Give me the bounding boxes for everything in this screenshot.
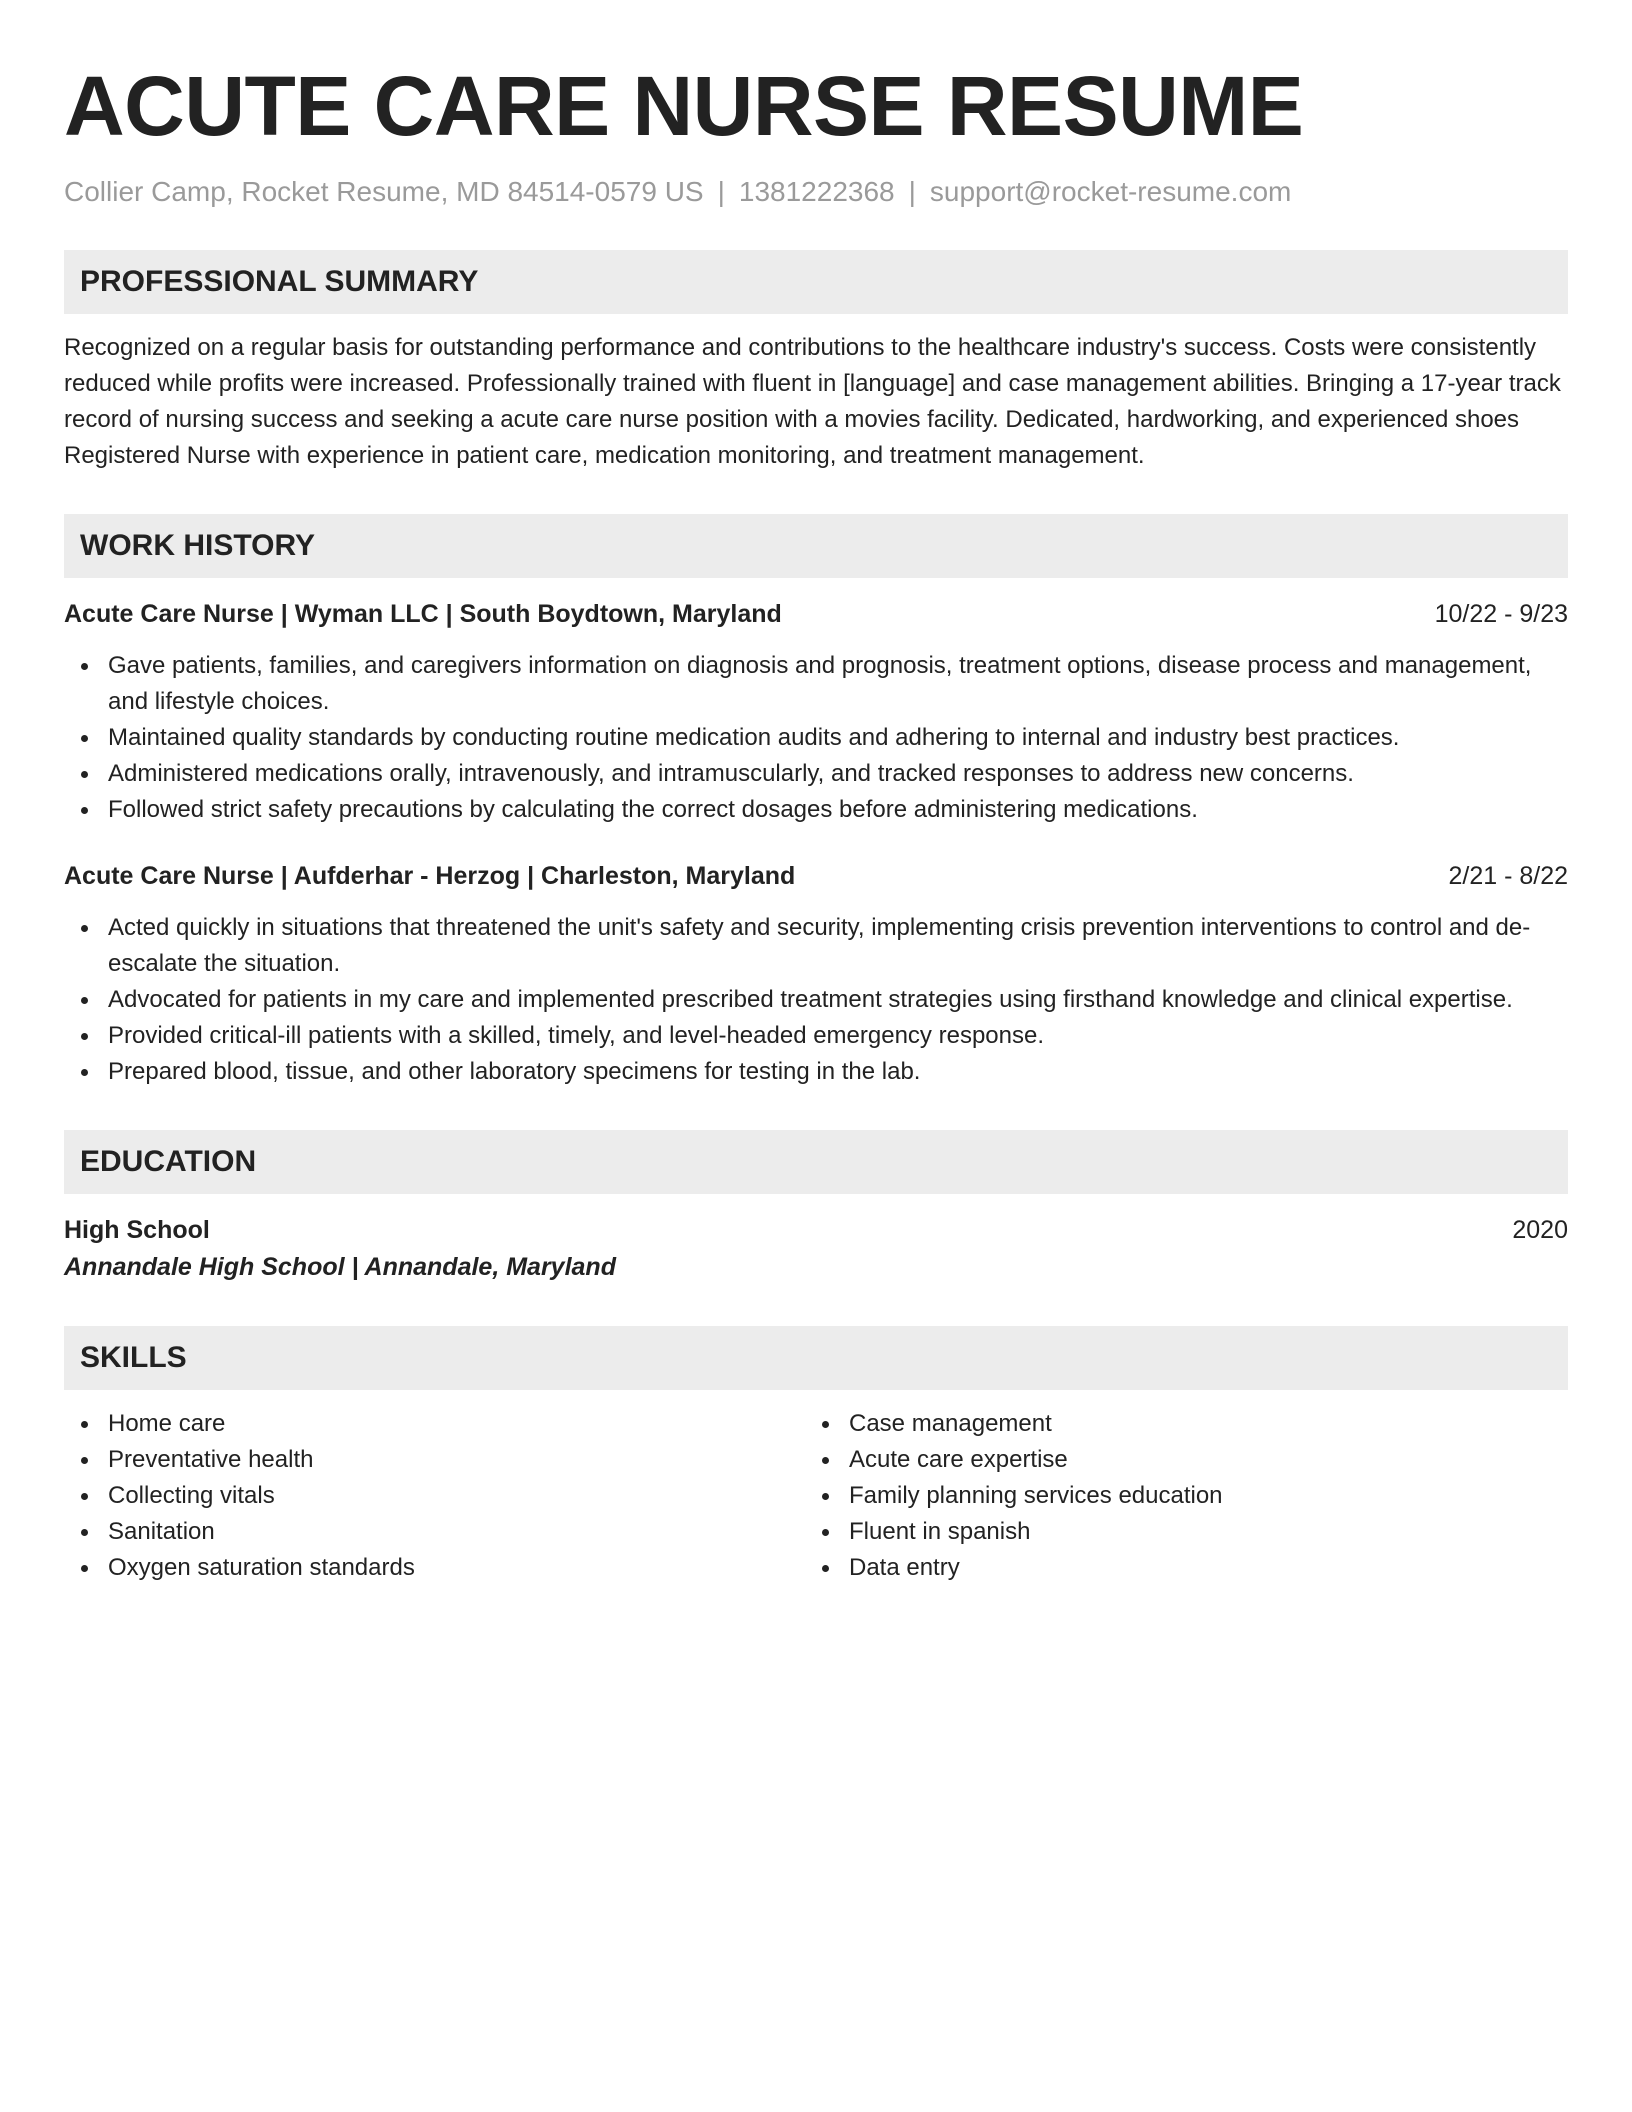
job-bullet: Gave patients, families, and caregivers information on diagnosis and prognosis, treatment options, disease process and management, and lifestyle choices. xyxy=(64,648,1568,720)
skill-item: Acute care expertise xyxy=(805,1442,1546,1478)
contact-separator: | xyxy=(908,176,916,207)
skill-item: Case management xyxy=(805,1406,1546,1442)
job-dates: 2/21 - 8/22 xyxy=(1448,862,1568,890)
job-bullet: Maintained quality standards by conducting routine medication audits and adhering to internal and industry best practices. xyxy=(64,720,1568,756)
job-title: Acute Care Nurse | Aufderhar - Herzog | Charleston, Maryland xyxy=(64,862,796,890)
contact-line xyxy=(64,174,1568,210)
job-bullet: Provided critical-ill patients with a skilled, timely, and level-headed emergency response. xyxy=(64,1018,1568,1054)
summary-text: Recognized on a regular basis for outstanding performance and contributions to the healthcare industry's success. Costs were consistently reduced while profits were increased. Professionally trained with fluent in [language] and case management abilities. Bringing a 17-year track record of nursing success and seeking a acute care nurse position with a movies facility. Dedicated, hardworking, and experienced shoes Registered Nurse with experience in patient care, medication monitoring, and treatment management. xyxy=(64,334,1561,469)
job-bullet: Prepared blood, tissue, and other laboratory specimens for testing in the lab. xyxy=(64,1054,1568,1090)
job-entry xyxy=(64,596,1568,828)
education-degree: High School xyxy=(64,1216,210,1244)
skills-column-right xyxy=(805,1406,1546,1586)
education-institution: Annandale High School | Annandale, Maryland xyxy=(64,1253,616,1281)
contact-separator: | xyxy=(717,176,725,207)
contact-address: Collier Camp, Rocket Resume, MD 84514-0579 US xyxy=(64,176,704,207)
skill-item: Home care xyxy=(64,1406,805,1442)
skill-item: Fluent in spanish xyxy=(805,1514,1546,1550)
skill-item: Family planning services education xyxy=(805,1478,1546,1514)
contact-phone: 1381222368 xyxy=(738,176,895,207)
section-header-summary: PROFESSIONAL SUMMARY xyxy=(64,250,1568,314)
skills-grid xyxy=(64,1406,1568,1586)
skill-item: Collecting vitals xyxy=(64,1478,805,1514)
job-bullet: Acted quickly in situations that threatened the unit's safety and security, implementing crisis prevention interventions to control and de-escalate the situation. xyxy=(64,910,1568,982)
skill-item: Oxygen saturation standards xyxy=(64,1550,805,1586)
job-header xyxy=(64,596,1568,632)
job-bullet: Administered medications orally, intravenously, and intramuscularly, and tracked responses to address new concerns. xyxy=(64,756,1568,792)
education-header xyxy=(64,1212,1568,1248)
job-dates: 10/22 - 9/23 xyxy=(1434,600,1568,628)
skill-item: Preventative health xyxy=(64,1442,805,1478)
job-bullets xyxy=(64,910,1568,1090)
job-entry xyxy=(64,858,1568,1090)
education-year: 2020 xyxy=(1512,1216,1568,1244)
skills-column-left xyxy=(64,1406,805,1586)
resume-title: ACUTE CARE NURSE RESUME xyxy=(64,59,1304,153)
section-header-education: EDUCATION xyxy=(64,1130,1568,1194)
education-entry xyxy=(64,1212,1568,1286)
job-header xyxy=(64,858,1568,894)
contact-email: support@rocket-resume.com xyxy=(929,176,1292,207)
job-bullets xyxy=(64,648,1568,828)
job-bullet: Followed strict safety precautions by calculating the correct dosages before administering medications. xyxy=(64,792,1568,828)
skill-item: Data entry xyxy=(805,1550,1546,1586)
job-title: Acute Care Nurse | Wyman LLC | South Boydtown, Maryland xyxy=(64,600,782,628)
section-header-work-history: WORK HISTORY xyxy=(64,514,1568,578)
job-bullet: Advocated for patients in my care and implemented prescribed treatment strategies using firsthand knowledge and clinical expertise. xyxy=(64,982,1568,1018)
skill-item: Sanitation xyxy=(64,1514,805,1550)
section-header-skills: SKILLS xyxy=(64,1326,1568,1390)
